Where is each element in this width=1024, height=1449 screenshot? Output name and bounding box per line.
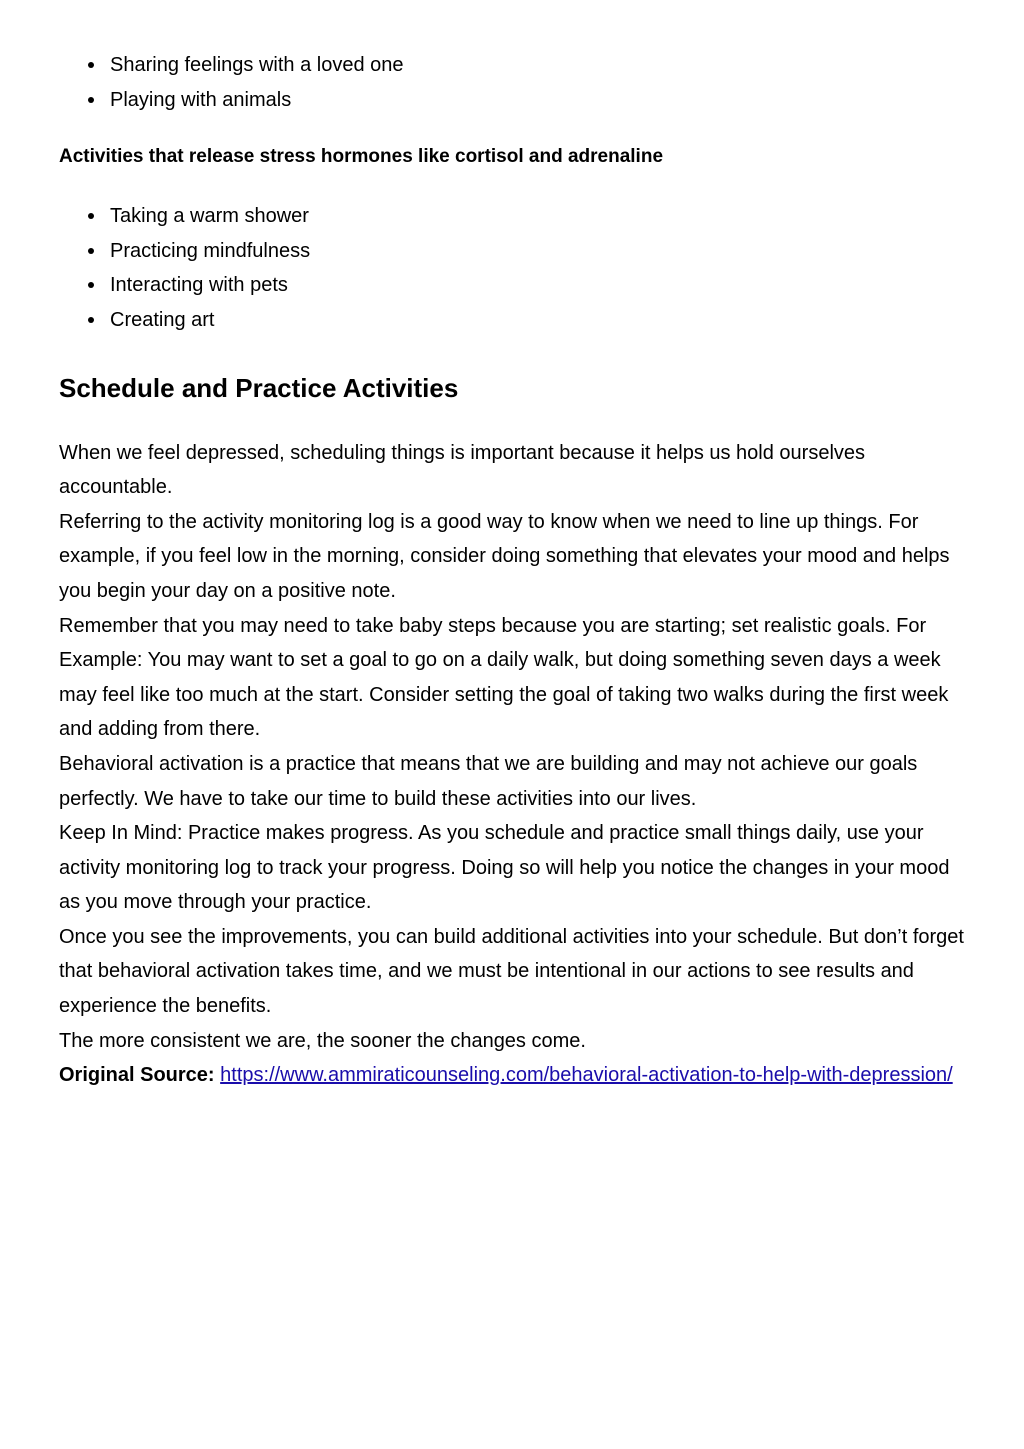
subheading-stress-activities: Activities that release stress hormones like cortisol and adrenaline xyxy=(59,146,664,168)
paragraph: The more consistent we are, the sooner the changes come. xyxy=(59,1029,586,1052)
source-label: Original Source: xyxy=(59,1064,215,1087)
list-item: Playing with animals xyxy=(59,83,969,118)
list-item: Taking a warm shower xyxy=(59,199,969,234)
source-link[interactable]: https://www.ammiraticounseling.com/behavioral-activation-to-help-with-depression/ xyxy=(220,1064,953,1087)
source-line xyxy=(59,1058,969,1093)
paragraph: Keep In Mind: Practice makes progress. As you schedule and practice small things daily, use your activity monitoring log to track your progress. Doing so will help you notice the changes in your mood as you move through your practice. xyxy=(59,822,950,914)
bullet-list-stress xyxy=(59,199,969,337)
list-item: Interacting with pets xyxy=(59,268,969,303)
list-item: Practicing mindfulness xyxy=(59,234,969,269)
section-title: Schedule and Practice Activities xyxy=(59,372,459,403)
bullet-list-connection xyxy=(59,48,969,117)
paragraph: When we feel depressed, scheduling things is important because it helps us hold ourselves accountable. xyxy=(59,441,866,499)
document-page xyxy=(59,48,969,1093)
paragraph: Behavioral activation is a practice that means that we are building and may not achieve our goals perfectly. We have to take our time to build these activities into our lives. xyxy=(59,752,918,810)
paragraph: Once you see the improvements, you can build additional activities into your schedule. But don’t forget that behavioral activation takes time, and we must be intentional in our actions to see results and experience the benefits. xyxy=(59,925,964,1018)
paragraph: Referring to the activity monitoring log is a good way to know when we need to line up things. For example, if you feel low in the morning, consider doing something that elevates your mood and helps you begin your day on a positive note. xyxy=(59,510,950,602)
list-item: Creating art xyxy=(59,303,969,338)
paragraph: Remember that you may need to take baby steps because you are starting; set realistic goals. For Example: You may want to set a goal to go on a daily walk, but doing something seven days a week may feel like too much at the start. Consider setting the goal of taking two walks during the first week and adding from there. xyxy=(59,614,949,741)
list-item: Sharing feelings with a loved one xyxy=(59,48,969,83)
